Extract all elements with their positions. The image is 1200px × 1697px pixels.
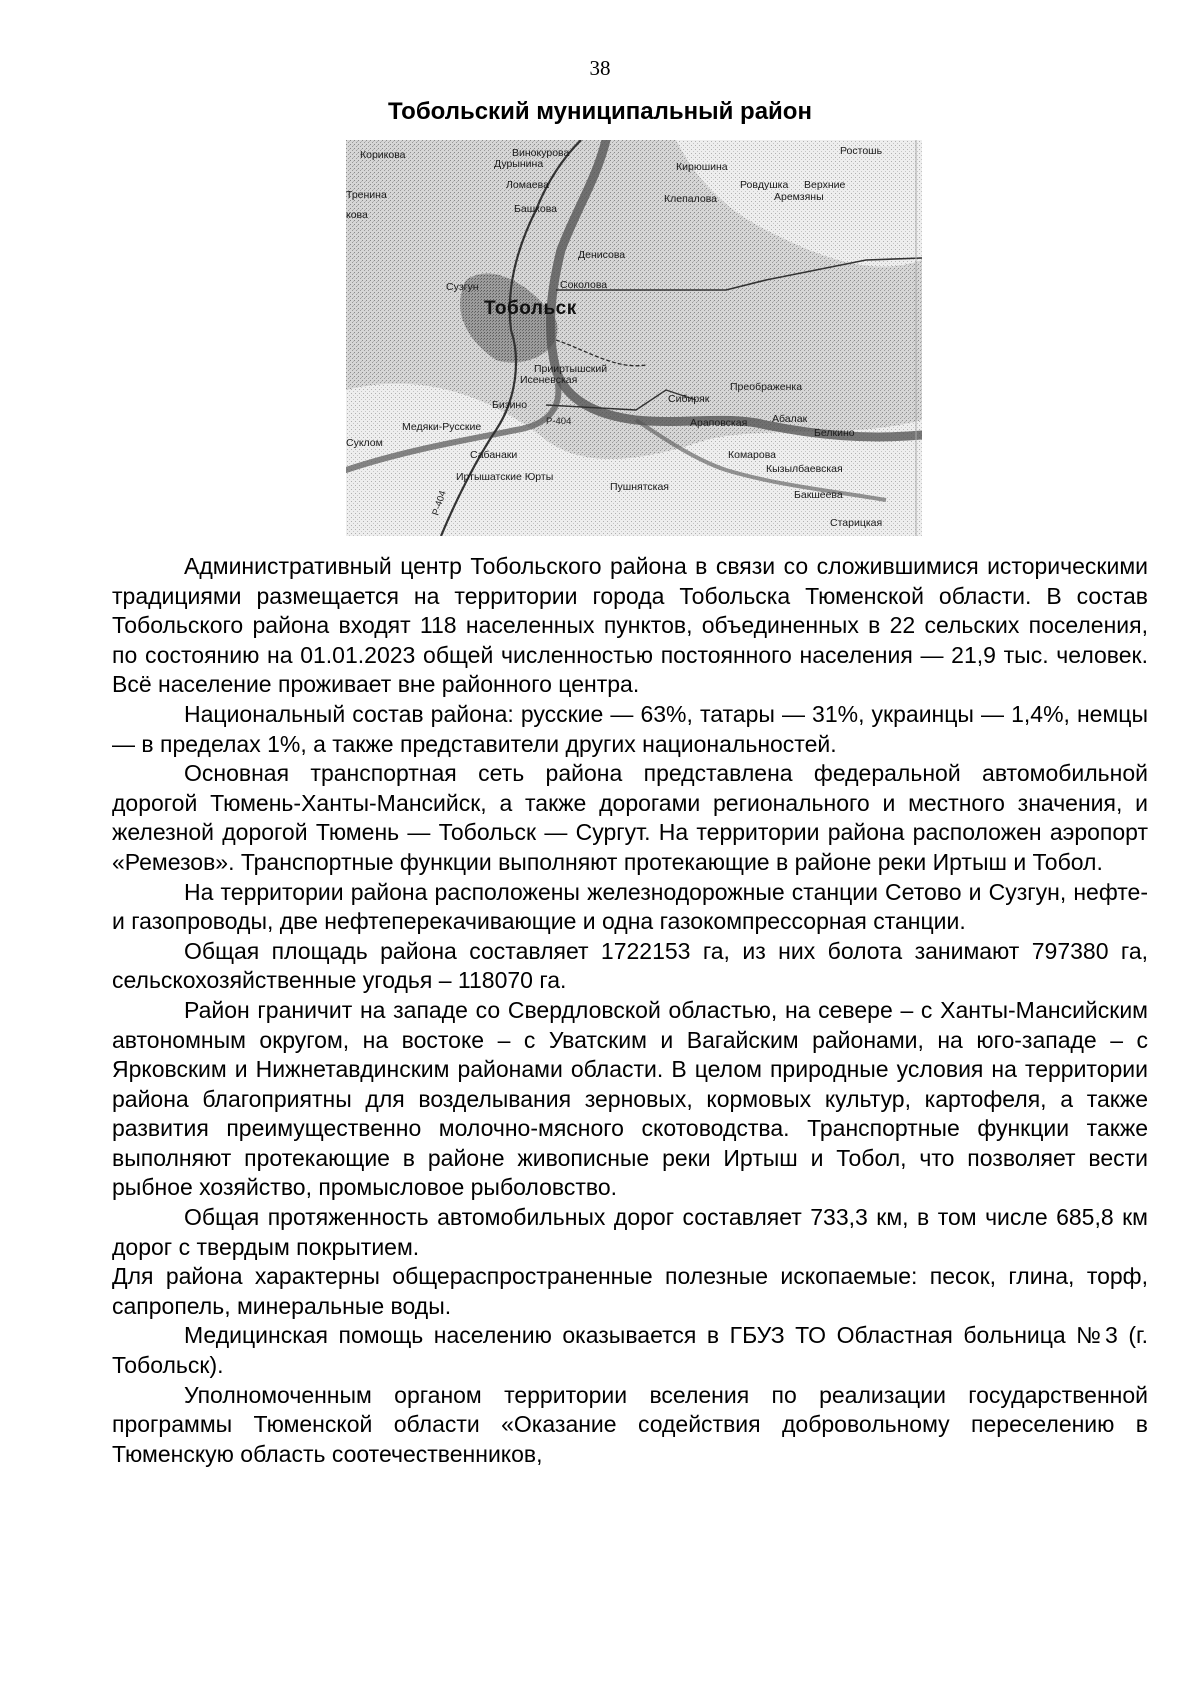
map-label-tobolsk: Тобольск bbox=[484, 298, 577, 319]
map-label-korikova: Корикова bbox=[360, 149, 406, 161]
map-label-kyzylbaevskaya: Кызылбаевская bbox=[766, 463, 843, 475]
map-label-belkino: Белкино bbox=[814, 427, 855, 439]
map-label-road-r404: Р-404 bbox=[546, 416, 572, 427]
map-label-rostosh: Ростошь bbox=[840, 145, 883, 157]
map-label-suzgun: Сузгун bbox=[446, 281, 479, 293]
paragraph: Медицинская помощь населению оказывается в ГБУЗ ТО Областная больница №3 (г. Тобольск). bbox=[112, 1322, 1148, 1379]
paragraph: На территории района расположены железнодорожные станции Сетово и Сузгун, нефте- и газопроводы, две нефтеперекачивающие и одна газокомпрессорная станции. bbox=[112, 878, 1148, 935]
map-label-isenevskaya: Исеневская bbox=[520, 374, 578, 386]
paragraph: Район граничит на западе со Свердловской областью, на севере – с Ханты-Мансийским автономным округом, на востоке – с Уватским и Вагайским районами, на юго-западе – с Ярковским и Нижнетавдинским районами области. В целом природные условия на территории района благоприятны для возделывания зерновых, кормовых культур, картофеля, а также развития преимущественно молочно-мясного скотоводства. Транспортные функции также выполняют протекающие в районе живописные реки Иртыш и Тобол, что позволяет вести рыбное хозяйство, промысловое рыболовство. bbox=[112, 996, 1148, 1201]
paragraph: Общая площадь района составляет 1722153 га, из них болота занимают 797380 га, сельскохозяйственные угодья – 118070 га. bbox=[112, 937, 1148, 994]
page-title: Тобольский муниципальный район bbox=[388, 98, 812, 125]
map-label-sokolova: Соколова bbox=[560, 279, 608, 291]
paragraph: Основная транспортная сеть района представлена федеральной автомобильной дорогой Тюмень-Ханты-Мансийск, а также дорогами регионального и местного значения, и железной дорогой Тюмень — Тобольск — Сургут. На территории района расположен аэропорт «Ремезов». Транспортные функции выполняют протекающие в районе реки Иртыш и Тобол. bbox=[112, 760, 1148, 875]
map-label-durynina: Дурынина bbox=[494, 158, 544, 170]
map-label-priirtyshsky: Прииртышский bbox=[534, 363, 608, 375]
map-label-bizino: Бизино bbox=[492, 399, 528, 411]
map-label-denisova: Денисова bbox=[578, 249, 626, 261]
paragraph: Общая протяженность автомобильных дорог составляет 733,3 км, в том числе 685,8 км дорог с твердым покрытием. bbox=[112, 1204, 1148, 1260]
paragraph: Национальный состав района: русские — 63%, татары — 31%, украинцы — 1,4%, немцы — в пределах 1%, а также представители других национальностей. bbox=[112, 700, 1148, 757]
map-label-bashkova: Башкова bbox=[514, 203, 558, 215]
district-map bbox=[346, 140, 922, 536]
map-label-rovdushka: Ровдушка bbox=[740, 179, 789, 191]
map-label-preobrazhenka: Преображенка bbox=[730, 381, 803, 393]
map-label-sibiryak: Сибиряк bbox=[668, 393, 710, 405]
map-label-aremzyany: Аремзяны bbox=[774, 191, 824, 203]
map-label-arapovskaya: Араповская bbox=[690, 417, 748, 429]
map-label-komarova: Комарова bbox=[728, 449, 776, 461]
map-label-klepalova: Клепалова bbox=[664, 193, 717, 205]
paragraph: Для района характерны общераспространенные полезные ископаемые: песок, глина, торф, сапропель, минеральные воды. bbox=[112, 1263, 1148, 1319]
map-label-irtyshatskie: Иртышатские Юрты bbox=[456, 471, 554, 483]
map-label-pushnyatskaya: Пушнятская bbox=[610, 481, 669, 493]
district-map-svg bbox=[346, 140, 922, 536]
map-label-lomaeva: Ломаева bbox=[506, 179, 549, 191]
map-label-treniha: Тренина bbox=[346, 189, 387, 201]
paragraph: Административный центр Тобольского района в связи со сложившимися историческими традициями размещается на территории города Тобольска Тюменской области. В состав Тобольского района входят 118 населенных пунктов, объединенных в 22 сельских поселения, по состоянию на 01.01.2023 общей численностью постоянного населения — 21,9 тыс. человек. Всё население проживает вне районного центра. bbox=[112, 553, 1148, 698]
map-label-sabanaki: Сабанаки bbox=[470, 449, 518, 461]
map-label-road-r404-vertical: Р-404 bbox=[430, 489, 449, 517]
map-label-vinokurova: Винокурова bbox=[512, 147, 570, 159]
page-number: 38 bbox=[589, 56, 611, 80]
map-label-suklom: Суклом bbox=[346, 437, 383, 449]
map-label-verkhnie: Верхние bbox=[804, 179, 846, 191]
paragraph: Уполномоченным органом территории вселения по реализации государственной программы Тюменской области «Оказание содействия добровольному переселению в Тюменскую область соотечественников, bbox=[112, 1381, 1148, 1467]
map-label-kiryushina: Кирюшина bbox=[676, 161, 728, 173]
map-label-kova: кова bbox=[346, 209, 368, 221]
map-label-staritskaya: Старицкая bbox=[830, 517, 883, 529]
map-label-baksheeva: Бакшеева bbox=[794, 489, 843, 501]
map-label-medyaki: Медяки-Русские bbox=[402, 421, 482, 433]
map-label-abalak: Абалак bbox=[772, 413, 808, 425]
body-text bbox=[112, 552, 1148, 1469]
